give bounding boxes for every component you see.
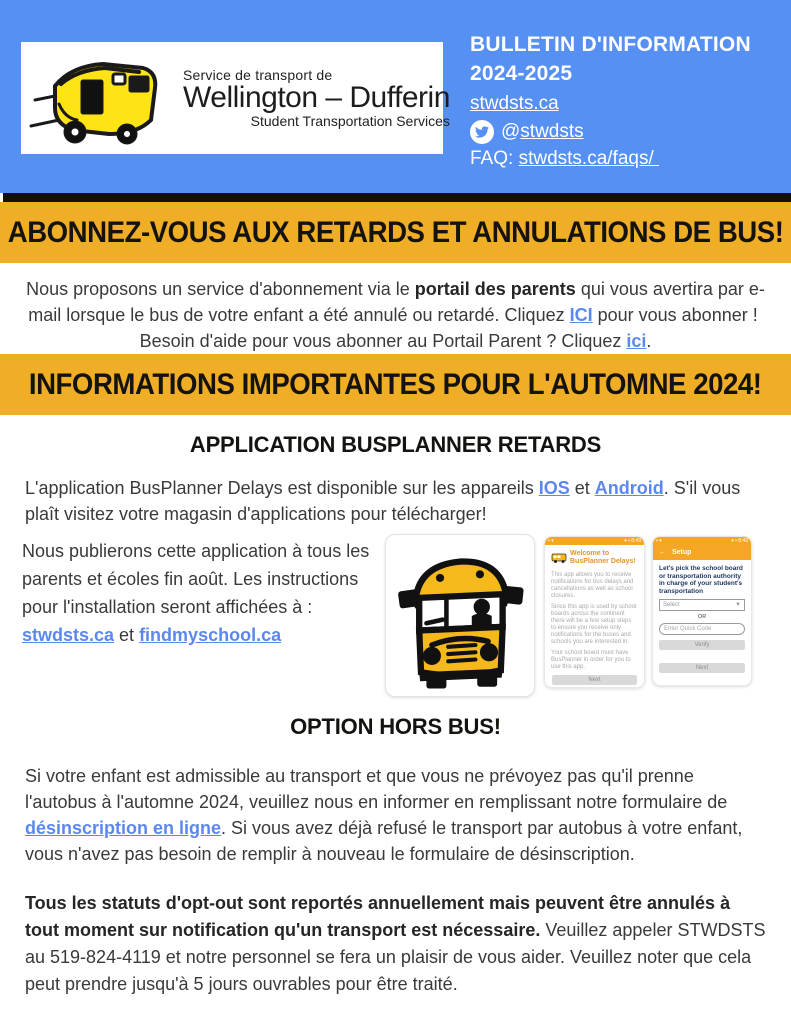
bus-logo-icon bbox=[25, 48, 183, 148]
phone2-header-title: Setup bbox=[672, 549, 692, 556]
optout-paragraph-2 bbox=[25, 890, 766, 998]
optout-form-link[interactable]: désinscription en ligne bbox=[25, 818, 222, 838]
phone2-select-dropdown bbox=[659, 599, 745, 611]
subscribe-text: pour vous abonner ! Besoin d'aide pour vous abonner au Portail Parent ? Cliquez bbox=[139, 305, 763, 351]
banner-fall-info-title: INFORMATIONS IMPORTANTES POUR L'AUTOMNE 2024! bbox=[29, 367, 762, 401]
phone2-next-button: Next bbox=[659, 663, 745, 673]
statusbar-left-icons: ▪ ▾ bbox=[548, 538, 554, 544]
bus-illustration-card bbox=[385, 534, 535, 697]
subscribe-text: qui vous avertira par e-mail lorsque le bus de votre enfant a été annulé ou retardé. Cliquez bbox=[28, 279, 765, 325]
logo-org-name: Wellington – Dufferin bbox=[183, 81, 450, 115]
subscribe-section bbox=[0, 263, 791, 354]
header-right bbox=[470, 30, 780, 170]
chevron-down-icon: ▼ bbox=[735, 602, 741, 608]
optout-text: Si votre enfant est admissible au transport et que vous ne prévoyez pas qu'il prenne l'autobus à l'automne 2024, veuillez nous en informer en remplissant notre formulaire de bbox=[25, 766, 728, 812]
phone2-prompt: Let's pick the school board or transportation authority in charge of your student's transportation bbox=[659, 565, 743, 595]
app-publish-text: et bbox=[114, 625, 140, 645]
optout-bold-notice: Tous les statuts d'opt-out sont reportés annuellement mais peuvent être annulés à tout moment sur notification qu'un transport est nécessaire. bbox=[25, 893, 731, 940]
faq-link[interactable]: stwdsts.ca/faqs/ bbox=[518, 148, 660, 169]
twitter-at: @ bbox=[501, 121, 521, 142]
phone2-body bbox=[653, 560, 751, 678]
app-publish-paragraph bbox=[22, 537, 384, 649]
header-banner bbox=[0, 0, 791, 193]
faq-row bbox=[470, 148, 780, 170]
ici-help-link[interactable]: ici bbox=[626, 331, 647, 351]
banner-subscribe-title: ABONNEZ-VOUS AUX RETARDS ET ANNULATIONS DE BUS! bbox=[7, 215, 784, 249]
ici-link[interactable]: ICI bbox=[569, 305, 593, 325]
app-publish-text: Nous publierons cette application à tous les parents et écoles fin août. Les instructions pour l'installation seront affichées à : bbox=[22, 541, 370, 617]
divider-stripe bbox=[3, 193, 791, 202]
parent-portal-bold: portail des parents bbox=[414, 279, 576, 299]
twitter-handle-link[interactable]: stwdsts bbox=[520, 121, 584, 142]
twitter-icon[interactable] bbox=[470, 120, 494, 144]
select-placeholder: Select bbox=[663, 602, 680, 608]
optout-text: Veuillez appeler STWDSTS au 519-824-4119 et notre personnel se fera un plaisir de vous aider. Veuillez noter que cela peut prendre jusqu'à 5 jours ouvrables pour être traité. bbox=[25, 920, 766, 994]
subscribe-text: . bbox=[646, 331, 652, 351]
phone2-or-label: OR bbox=[697, 614, 707, 620]
phone1-paragraph: Since this app is used by school boards across the continent there will be a few setup steps to ensure you receive only notifications for the buses and schools you are interested in. bbox=[551, 604, 637, 645]
optout-text: . Si vous avez déjà refusé le transport par autobus à votre enfant, vous n'avez pas besoin de remplir à nouveau le formulaire de désinscription. bbox=[25, 818, 743, 864]
phone1-paragraph: Your school board must have BusPlanner in order for you to use this app. bbox=[551, 650, 631, 670]
logo-tagline-fr: Service de transport de bbox=[183, 66, 333, 83]
findmyschool-link[interactable]: findmyschool.ca bbox=[139, 625, 282, 645]
site-link[interactable]: stwdsts.ca bbox=[470, 93, 559, 114]
app-intro-text: L'application BusPlanner Delays est disponible sur les appareils bbox=[25, 478, 539, 498]
phone1-next-button: Next bbox=[552, 675, 637, 685]
logo-text bbox=[183, 68, 454, 129]
logo-tagline-en: Student Transportation Services bbox=[250, 112, 450, 129]
phone2-verify-button: Verify bbox=[659, 640, 745, 650]
phone2-header bbox=[653, 545, 751, 560]
logo-box bbox=[21, 42, 450, 154]
phone-screenshot-setup bbox=[652, 536, 752, 686]
optout-heading: OPTION HORS BUS! bbox=[290, 714, 501, 739]
phone1-paragraph: This app allows you to receive notifications for bus delays and cancellations as well as school closures. bbox=[551, 572, 634, 599]
faq-label: FAQ: bbox=[470, 148, 519, 169]
subscribe-text: Nous proposons un service d'abonnement via le bbox=[26, 279, 415, 299]
twitter-handle[interactable] bbox=[501, 121, 584, 143]
phone1-title: Welcome to BusPlanner Delays! bbox=[570, 550, 636, 565]
bulletin-title-line2: 2024-2025 bbox=[470, 62, 573, 85]
app-intro-text: . S'il vous plaît visitez votre magasin d'applications pour télécharger! bbox=[25, 478, 741, 524]
phone-screenshot-welcome bbox=[544, 536, 645, 688]
android-link[interactable]: Android bbox=[594, 478, 664, 498]
subscribe-paragraph bbox=[23, 276, 768, 354]
app-section-heading: APPLICATION BUSPLANNER RETARDS bbox=[189, 432, 602, 457]
bulletin-title-line1: BULLETIN D'INFORMATION bbox=[470, 33, 751, 56]
busplanner-app-icon bbox=[551, 552, 567, 564]
phone1-body bbox=[545, 568, 644, 675]
statusbar-right-icons: ▾ ▪ 8:49 bbox=[731, 538, 748, 544]
banner-subscribe bbox=[0, 202, 791, 263]
optout-paragraph-1 bbox=[25, 763, 766, 867]
app-intro-text: et bbox=[569, 478, 595, 498]
ios-link[interactable]: IOS bbox=[538, 478, 570, 498]
app-screenshots bbox=[385, 533, 752, 703]
phone2-quickcode-input: Enter Quick Code bbox=[659, 623, 745, 635]
phone2-statusbar bbox=[653, 537, 751, 545]
statusbar-left-icons: ▪ ▾ bbox=[656, 538, 662, 544]
statusbar-right-icons: ▾ ▪ 8:49 bbox=[624, 538, 641, 544]
banner-fall-info bbox=[0, 354, 791, 415]
phone1-statusbar bbox=[545, 537, 644, 545]
stwdsts-link[interactable]: stwdsts.ca bbox=[22, 625, 115, 645]
school-bus-front-icon bbox=[392, 541, 528, 691]
app-intro-paragraph bbox=[25, 475, 766, 527]
back-arrow-icon: ← bbox=[659, 549, 666, 556]
app-media-section bbox=[0, 533, 791, 703]
